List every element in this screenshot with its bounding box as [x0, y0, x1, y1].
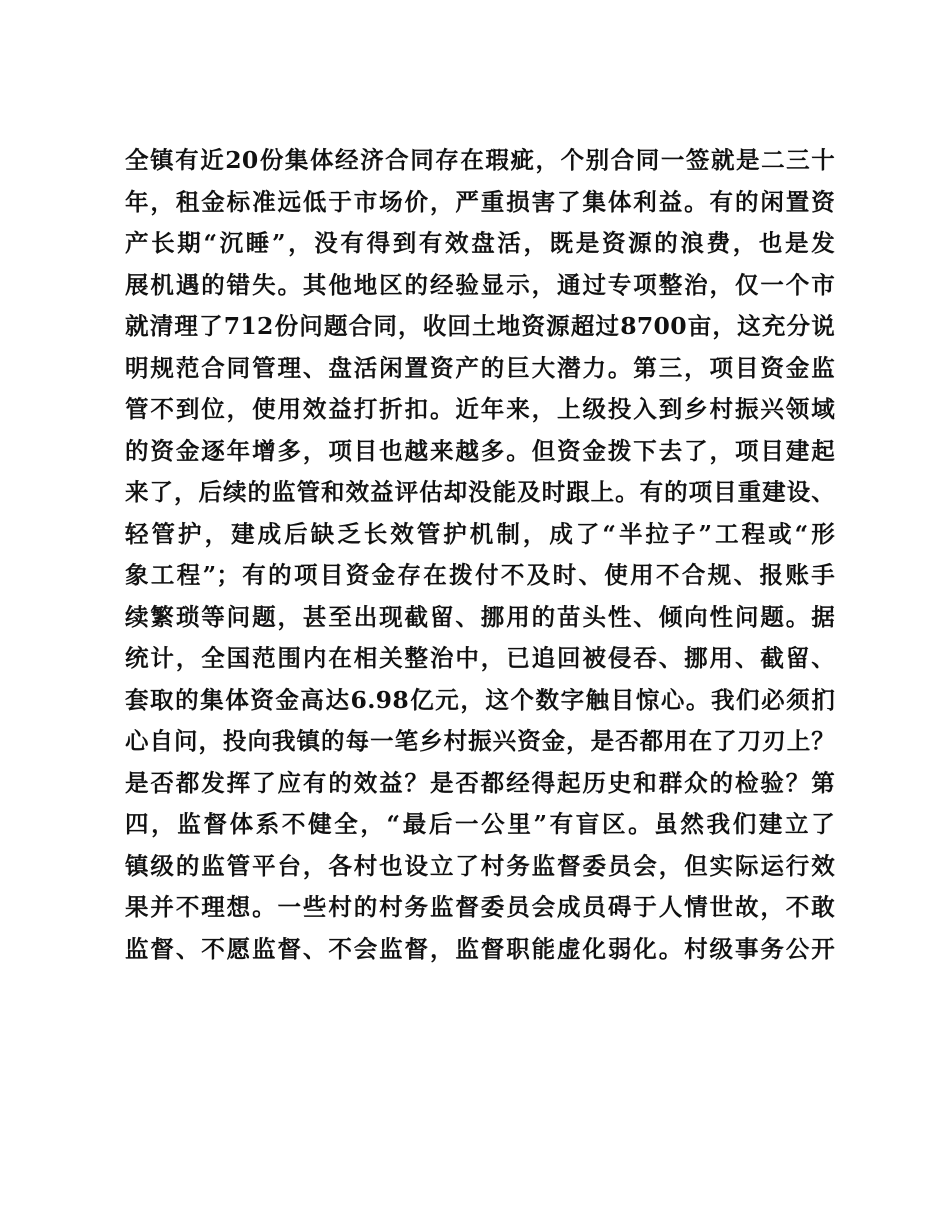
text-line: 四，监督体系不健全，“最后一公里”有盲区。虽然我们建立了 — [125, 810, 835, 838]
text-line: 年，租金标准远低于市场价，严重损害了集体利益。有的闲置资 — [125, 187, 835, 216]
text-line: 心自问，投向我镇的每一笔乡村振兴资金，是否都用在了刀刃上？ — [125, 727, 835, 755]
text-line: 就清理了712份问题合同，收回土地资源超过8700亩，这充分说 — [125, 312, 835, 340]
text-line: 镇级的监管平台，各村也设立了村务监督委员会，但实际运行效 — [125, 851, 835, 880]
text-line: 产长期“沉睡”，没有得到有效盘活，既是资源的浪费，也是发 — [125, 229, 835, 257]
text-line: 统计，全国范围内在相关整治中，已追回被侵吞、挪用、截留、 — [125, 644, 835, 672]
body-text — [125, 140, 835, 970]
text-line: 续繁琐等问题，甚至出现截留、挪用的苗头性、倾向性问题。据 — [125, 602, 835, 631]
text-line: 展机遇的错失。其他地区的经验显示，通过专项整治，仅一个市 — [125, 270, 835, 299]
text-line: 套取的集体资金高达6.98亿元，这个数字触目惊心。我们必须扪 — [125, 685, 835, 714]
text-line: 果并不理想。一些村的村务监督委员会成员碍于人情世故，不敢 — [125, 893, 835, 921]
text-line: 明规范合同管理、盘活闲置资产的巨大潜力。第三，项目资金监 — [125, 353, 835, 382]
text-line: 全镇有近20份集体经济合同存在瑕疵，个别合同一签就是二三十 — [125, 146, 835, 174]
text-line: 轻管护，建成后缺乏长效管护机制，成了“半拉子”工程或“形 — [125, 519, 835, 548]
text-line: 是否都发挥了应有的效益？是否都经得起历史和群众的检验？第 — [125, 768, 835, 797]
text-line: 管不到位，使用效益打折扣。近年来，上级投入到乡村振兴领域 — [125, 395, 835, 423]
text-line: 的资金逐年增多，项目也越来越多。但资金拨下去了，项目建起 — [125, 436, 835, 465]
text-line: 象工程”；有的项目资金存在拨付不及时、使用不合规、报账手 — [125, 561, 835, 589]
text-line: 监督、不愿监督、不会监督，监督职能虚化弱化。村级事务公开 — [125, 934, 835, 963]
text-line: 来了，后续的监管和效益评估却没能及时跟上。有的项目重建设、 — [125, 478, 835, 506]
